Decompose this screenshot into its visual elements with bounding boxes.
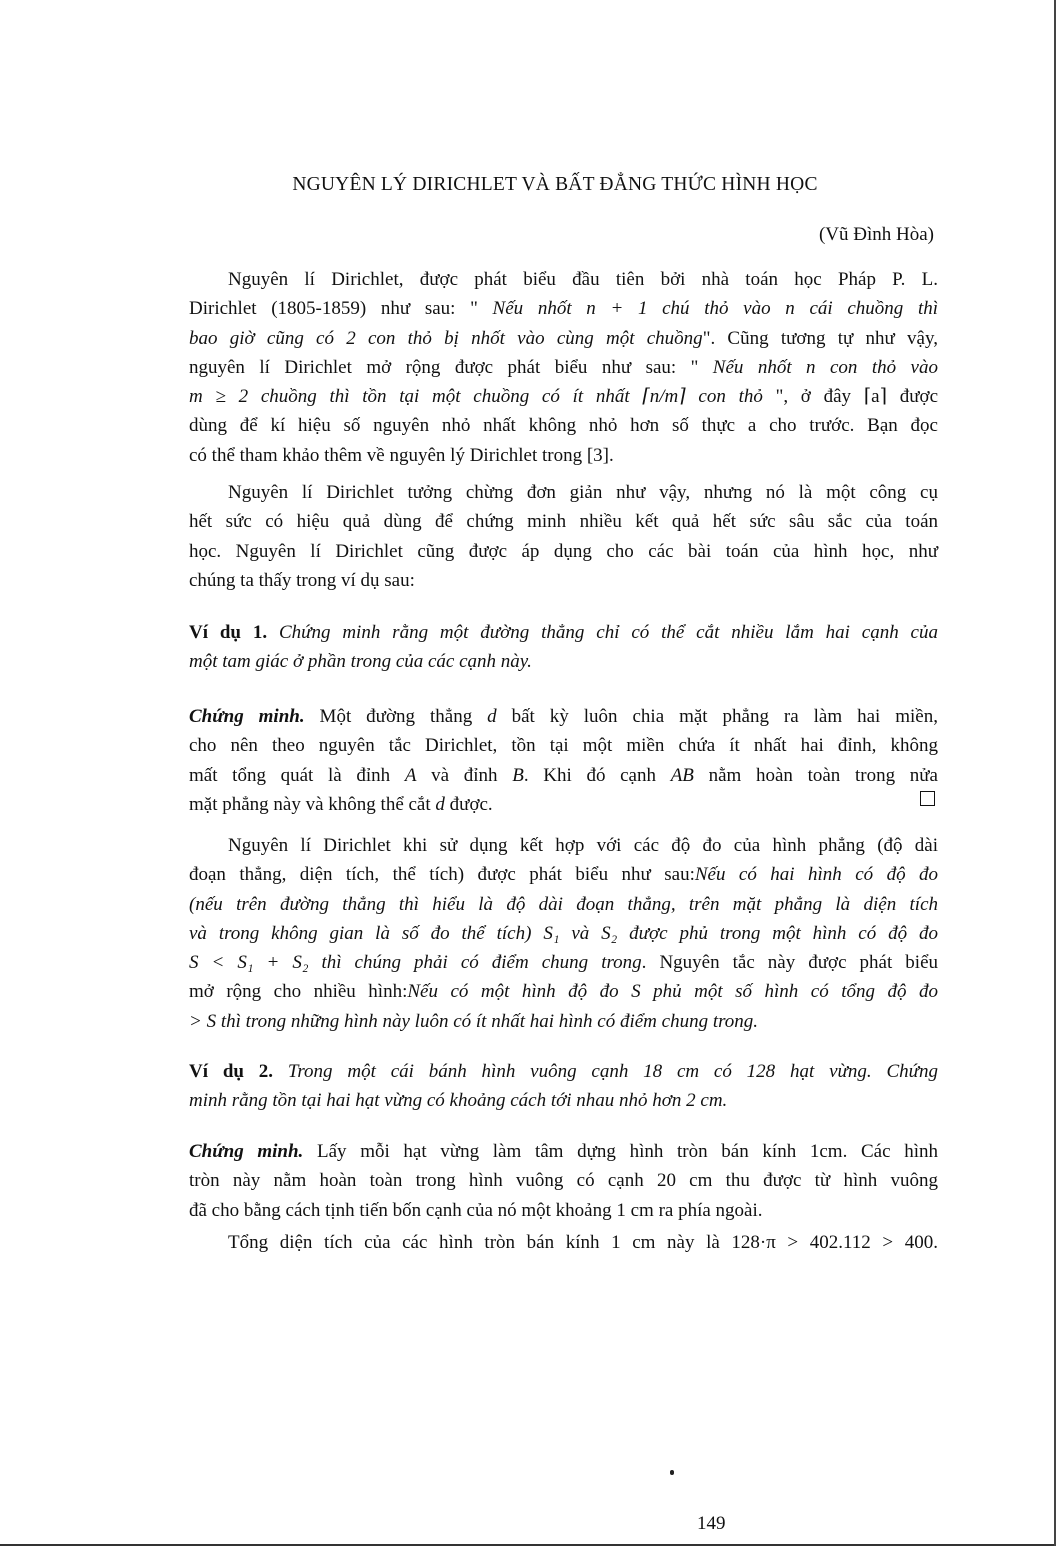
emphasized-text: Nếu có hai hình có độ đo [694,864,939,886]
text-segment: hết sức có hiệu quả dùng để chứng minh nhiều kết quả hết sức sâu sắc của toán [189,511,938,533]
emphasized-text: A [404,764,417,786]
emphasized-text: > S thì trong những hình này luôn có ít nhất hai hình có điểm chung trong. [189,1010,759,1032]
emphasized-text: (nếu trên đường thẳng thì hiểu là độ dài đoạn thẳng, trên mặt phẳng là diện tích [189,893,938,915]
paragraph-usefulness [189,478,938,595]
text-line [189,324,938,353]
text-line [189,1228,938,1257]
emphasized-text: Trong một cái bánh hình vuông cạnh 18 cm có 128 hạt vừng. Chứng [287,1061,938,1082]
text-segment: được. [444,793,493,815]
text-line [189,411,938,440]
text-line [189,382,938,411]
text-segment: Tổng diện tích của các hình tròn bán kính 1 cm này là 128·π > 402.112 > 400. [228,1232,938,1253]
emphasized-text: bao giờ cũng có 2 con thỏ bị nhốt vào cùng một chuồng [189,327,703,349]
emphasized-text: d [435,793,445,815]
example-1 [189,618,938,677]
text-segment: dùng để kí hiệu số nguyên nhỏ nhất không nhỏ hơn số thực a cho trước. Bạn đọc [189,415,938,437]
text-line [189,860,938,889]
emphasized-text: AB [670,764,694,786]
emphasized-text: Nếu nhốt n + 1 chú thỏ vào n cái chuồng thì [492,298,939,320]
text-line [189,265,938,294]
text-segment: đoạn thẳng, diện tích, thể tích) được phát biểu như sau: [189,864,695,886]
emphasized-text: Chứng minh. [189,706,320,727]
page-number: 149 [697,1513,726,1534]
text-segment: bất kỳ luôn chia mặt phẳng ra làm hai miền, [496,706,938,727]
proof-1 [189,702,938,819]
text-line [189,890,938,919]
emphasized-text: một tam giác ở phần trong của các cạnh này. [189,651,532,673]
text-segment: nguyên lí Dirichlet mở rộng được phát biểu như sau: " [189,356,713,378]
text-line [189,507,938,536]
author: (Vũ Đình Hòa) [818,224,934,245]
text-segment: học. Nguyên lí Dirichlet cũng được áp dụng cho các bài toán của hình học, như [189,540,938,562]
text-line [189,831,938,860]
emphasized-text: Chứng minh rằng một đường thẳng chỉ có thể cắt nhiều lắm hai cạnh của [278,622,938,643]
text-line [189,1007,938,1036]
text-line [189,478,938,507]
text-line [189,948,938,977]
text-line [189,441,938,470]
text-segment: ". Cũng tương tự như vậy, [702,327,938,349]
text-segment: ", ở đây ⌈a⌉ được [775,386,938,408]
qed-symbol [920,791,935,806]
text-segment: có thể tham khảo thêm về nguyên lý Dirichlet trong [3]. [189,444,614,466]
text-line [189,353,938,382]
emphasized-text: Chứng minh. [189,1141,317,1162]
text-segment: tròn này nằm hoàn toàn trong hình vuông có cạnh 20 cm thu được từ hình vuông [189,1170,938,1192]
text-line [189,1166,938,1195]
text-line [189,1086,938,1115]
text-line [189,1137,938,1166]
text-segment: mất tổng quát là đỉnh [189,764,405,786]
text-segment: chúng ta thấy trong ví dụ sau: [189,569,415,591]
text-line [189,761,938,790]
text-line [189,919,938,948]
emphasized-text: và trong không gian là số đo thể tích) S₁ và S₂ được phủ trong một hình có độ đo [189,922,938,944]
proof-2 [189,1137,938,1225]
emphasized-text: Ví dụ 2. [189,1061,288,1082]
text-segment: mở rộng cho nhiều hình: [189,981,408,1003]
text-segment: nằm hoàn toàn trong nửa [693,764,938,786]
text-line [189,977,938,1006]
document-title: NGUYÊN LÝ DIRICHLET VÀ BẤT ĐẲNG THỨC HÌNH HỌC [292,174,818,195]
emphasized-text: m ≥ 2 chuồng thì tồn tại một chuồng có ít nhất ⌈n/m⌉ con thỏ [189,386,776,408]
text-segment: mặt phẳng này và không thể cắt [189,793,436,815]
text-line [189,1196,938,1225]
text-line [189,731,938,760]
emphasized-text: B [512,764,524,786]
text-segment: Lấy mỗi hạt vừng làm tâm dựng hình tròn bán kính 1cm. Các hình [316,1141,938,1162]
text-segment: và đỉnh [416,764,513,786]
text-line [189,537,938,566]
text-segment: Nguyên lí Dirichlet khi sử dụng kết hợp với các độ đo của hình phẳng (độ dài [228,835,938,856]
paragraph-total-area [189,1228,938,1257]
text-segment: Một đường thẳng [319,706,488,727]
text-segment: Nguyên lí Dirichlet tưởng chừng đơn giản như vậy, nhưng nó là một công cụ [228,482,938,503]
text-line [189,294,938,323]
emphasized-text: d [487,706,497,727]
emphasized-text: minh rằng tồn tại hai hạt vừng có khoảng cách tới nhau nhỏ hơn 2 cm. [189,1090,728,1112]
text-segment: Nguyên lí Dirichlet, được phát biểu đầu tiên bởi nhà toán học Pháp P. L. [228,269,938,290]
text-segment: cho nên theo nguyên tắc Dirichlet, tồn tại một miền chứa ít nhất hai đỉnh, không [189,735,938,757]
emphasized-text: Nếu có một hình độ đo S phủ một số hình có tổng độ đo [407,981,938,1003]
text-line [189,647,938,676]
paragraph-intro [189,265,938,470]
text-line [189,1057,938,1086]
scan-speck [670,1470,674,1475]
example-2 [189,1057,938,1116]
text-line [189,702,938,731]
text-segment: . Khi đó cạnh [523,764,671,786]
text-line [189,790,938,819]
text-segment: Dirichlet (1805-1859) như sau: " [189,298,493,320]
paragraph-measure-version [189,831,938,1036]
emphasized-text: S < S₁ + S₂ thì chúng phải có điểm chung trong [189,952,642,974]
text-line [189,566,938,595]
text-segment: đã cho bằng cách tịnh tiến bốn cạnh của nó một khoảng 1 cm ra phía ngoài. [189,1199,763,1221]
text-segment: . Nguyên tắc này được phát biểu [641,952,939,974]
text-line [189,618,938,647]
emphasized-text: Ví dụ 1. [189,622,279,643]
emphasized-text: Nếu nhốt n con thỏ vào [712,356,938,378]
